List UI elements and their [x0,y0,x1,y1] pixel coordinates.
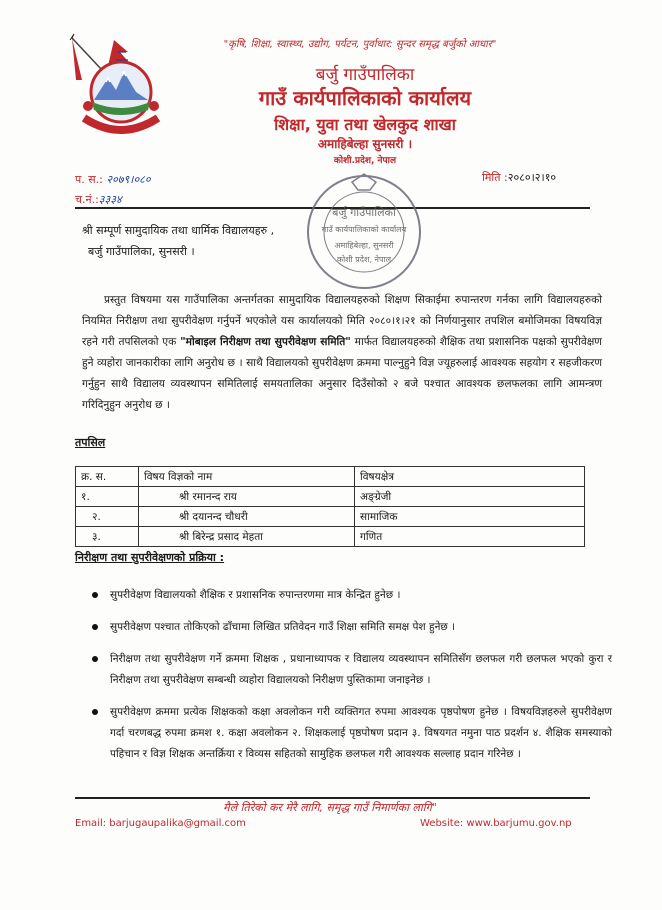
motto-text: "कृषि, शिक्षा, स्वास्थ्य, उद्योग, पर्यटन, पुर्वाधार: सुन्दर समृद्ध बर्जुको आधार" [223,39,497,50]
province-name: कोशी.प्रदेश, नेपाल [333,156,397,166]
list-item-text: सुपरीवेक्षण पश्चात तोकिएको ढाँचामा लिखित प्रतिवेदन गाउँ शिक्षा समिति समक्ष पेश हुनेछ । [110,621,456,633]
date-value: २०८०।२।१० [507,171,557,184]
list-item [92,702,612,765]
stamp-line-3: अमाहिबेल्हा, सुनसरी [334,241,394,250]
body-part-1: प्रस्तुत विषयमा यस गाउँपालिका अन्तर्गतका सामुदायिक विद्यालयहरुको शिक्षण सिकाईमा रुपान्तरण गर्नका लागि विद्यालयहरुको नियमित निरीक्षण तथा सुपरीवेक्षण गर्नुपर्ने भएकोले यस कार्यालयको मिति २०८०।१।२१ को निर्णयानुसार तपशिल बमोजिमका विषयविज्ञ रहने गरी तपसिलको एक [82,294,602,348]
list-item-text: निरीक्षण तथा सुपरीवेक्षण गर्ने क्रममा शिक्षक , प्रधानाध्यापक र विद्यालय व्यवस्थापन समितिसँग छलफल गरी छलफल भएको कुरा र निरीक्षण तथा सुपरीवेक्षण सम्बन्धी व्यहोरा विद्यालयको निरीक्षण पुस्तिकामा जनाइनेछ । [110,653,612,686]
date-block [482,170,556,185]
table-cell: ३. [76,527,139,547]
table-cell: २. [76,507,139,527]
list-item-text: सुपरीवेक्षण क्रममा प्रत्येक शिक्षकको कक्षा अवलोकन गरी व्यक्तिगत रुपमा आवश्यक पृष्ठपोषण हुनेछ । विषयविज्ञहरुले सुपरीवेक्षण गर्दा चरणबद्ध रुपमा क्रमश १. कक्षा अवलोकन २. शिक्षकलाई पृष्ठपोषण प्रदान ३. विषयगत नमुना पाठ प्रदर्शन ४. शैक्षिक समस्याको पहिचान र विज्ञ शिक्षक अन्तर्क्रिया र विव्यस सहितको सामुहिक छलफल गरी आवश्यक सल्लाह प्रदान गरिनेछ । [110,706,612,760]
process-title: निरीक्षण तथा सुपरीवेक्षणको प्रक्रिया : [75,551,225,564]
list-item [92,649,612,691]
table-row [76,507,585,527]
body-part-2: मार्फत विद्यालयहरुको शैक्षिक तथा प्रशासनिक पक्षको सुपरीवेक्षण हुने व्यहोरा जानकारीका लागि अनुरोध छ । साथै विद्यालयको सुपरीवेक्षण क्रममा पाल्नुहुने विज्ञ ज्यूहरुलाई आवश्यक सहयोग र सहजीकरण गर्नुहुन साथै विद्यालय व्यवस्थापन समितिलाई समयतालिका अनुसार दिउँसोको २ बजे पश्चात आवश्यक छलफलका लागि आमन्त्रण गरिदिनुहुन अनुरोध छ । [82,336,602,411]
stamp-line-2: गाउँ कार्यपालिकाको कार्यालय [321,225,407,234]
date-label: मिति : [482,171,508,184]
table-cell: श्री दयानन्द चौधरी [139,507,355,527]
tapsil-title: तपसिल [75,436,106,449]
table-cell: सामाजिक [355,507,585,527]
footer-email: Email: barjugaupalika@gmail.com [75,818,246,829]
bullet-icon [92,624,98,630]
list-item [92,617,612,638]
stamp-line-4: कोशी प्रदेश, नेपाल [336,255,392,264]
ps-label: प. स.: [75,173,103,186]
office-name: गाउँ कार्यपालिकाको कार्यालय [258,86,472,110]
table-cell: १. [76,487,139,507]
expert-table [75,466,585,547]
table-row [76,527,585,547]
bullet-icon [92,592,98,598]
ps-value: २०७९।०८० [106,173,151,186]
table-row [76,487,585,507]
table-header-row [76,467,585,487]
section-name: शिक्षा, युवा तथा खेलकुद शाखा [274,115,456,134]
list-item [92,585,612,606]
table-header-cell: क्र. स. [76,467,139,487]
table-cell: अङ्ग्रेजी [355,487,585,507]
addressee-line-2: बर्जु गाउँपालिका, सुनसरी । [88,245,195,258]
office-address: अमाहिबेल्हा सुनसरी । [317,137,413,151]
bullet-icon [92,656,98,662]
committee-name: "मोबाइल निरीक्षण तथा सुपरीवेक्षण समिति" [180,336,351,348]
table-header-cell: विषय विज्ञको नाम [139,467,355,487]
municipality-name: बर्जु गाउँपालिका [315,65,415,85]
footer-website: Website: www.barjumu.gov.np [420,818,572,829]
cn-value: ३३३४ [98,193,122,206]
table-cell: श्री रमानन्द राय [139,487,355,507]
table-header-cell: विषयक्षेत्र [355,467,585,487]
process-list [92,585,612,776]
footer-divider [75,797,590,799]
footer-slogan: मैले तिरेको कर मेरै लागि, समृद्ध गाउँ निमार्णका लागि" [223,801,437,814]
office-stamp-icon [300,168,428,296]
stamp-line-1: बर्जु गाउँपालिका [332,206,396,219]
letter-body [82,290,602,416]
bullet-icon [92,709,98,715]
table-cell: श्री बिरेन्द्र प्रसाद मेहता [139,527,355,547]
table-cell: गणित [355,527,585,547]
reference-block [75,170,151,210]
addressee-line-1: श्री सम्पूर्ण सामुदायिक तथा धार्मिक विद्यालयहरु , [82,224,275,237]
list-item-text: सुपरीवेक्षण विद्यालयको शैक्षिक र प्रशासनिक रुपान्तरणमा मात्र केन्द्रित हुनेछ । [110,589,401,601]
addressee-block [82,220,274,262]
cn-label: च.नं.: [75,193,99,206]
